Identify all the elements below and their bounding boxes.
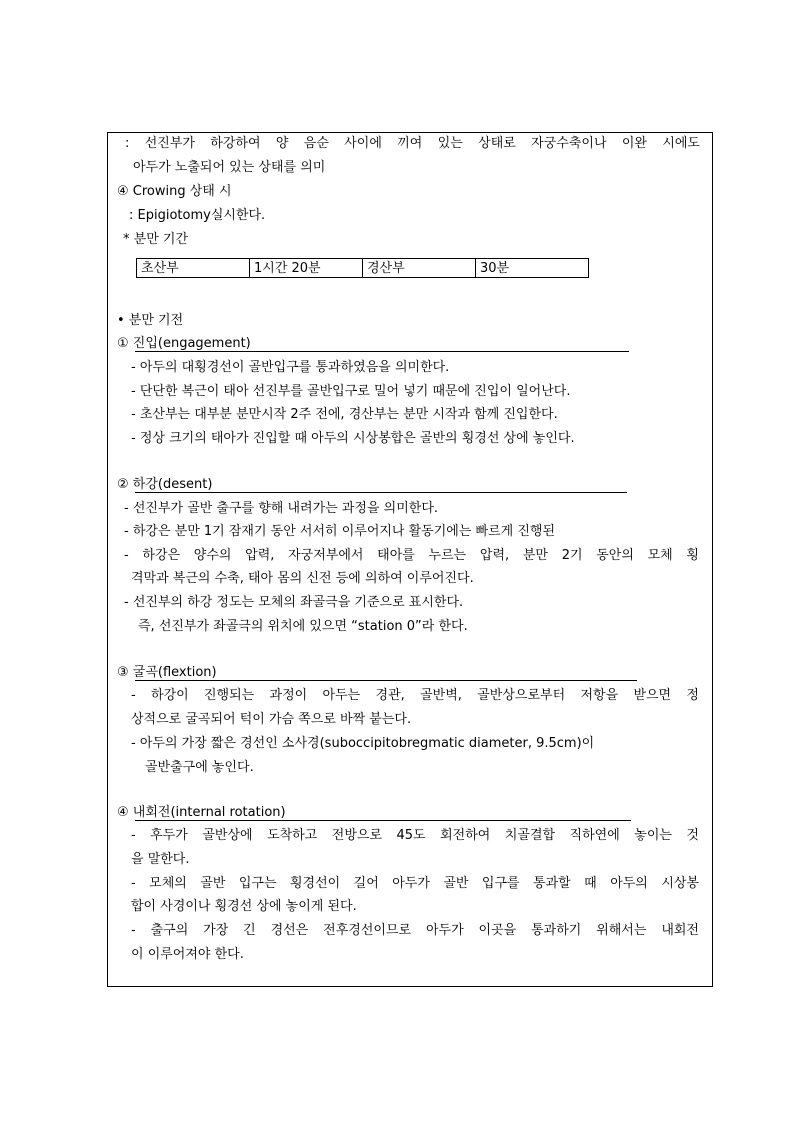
internal-rotation-line-4: 합이 사경이나 횡경선 상에 놓이게 된다. xyxy=(131,899,357,914)
internal-rotation-line-1: - 후두가 골반상에 도착하고 전방으로 45도 회전하여 치골결합 직하연에 놓이는 것 xyxy=(131,828,699,843)
internal-rotation-line-3: - 모체의 골반 입구는 횡경선이 길어 아두가 골반 입구를 통과할 때 아두의 시상봉 xyxy=(131,876,699,891)
engagement-heading: ① 진입(engagement) xyxy=(117,336,251,351)
mechanism-title: • 분만 기전 xyxy=(117,313,184,328)
multipara-label: 경산부 xyxy=(363,259,476,278)
intro-line-2: 아두가 노출되어 있는 상태를 의미 xyxy=(133,160,326,175)
descent-line-6: 즉, 선진부가 좌골극의 위치에 있으면 “station 0”라 한다. xyxy=(138,619,468,634)
primipara-value: 1시간 20분 xyxy=(250,259,363,278)
internal-rotation-line-2: 을 말한다. xyxy=(131,852,190,867)
engagement-item-2: - 단단한 복근이 태아 선진부를 골반입구로 밀어 넣기 때문에 진입이 일어난다. xyxy=(131,384,571,399)
internal-rotation-heading: ④ 내회전(internal rotation) xyxy=(117,805,286,820)
duration-table xyxy=(136,258,589,278)
engagement-underline xyxy=(135,351,629,352)
duration-heading: * 분만 기간 xyxy=(123,232,188,247)
descent-line-5: - 선진부의 하강 정도는 모체의 좌골극을 기준으로 표시한다. xyxy=(124,595,464,610)
engagement-item-3: - 초산부는 대부분 분만시작 2주 전에, 경산부는 분만 시작과 함께 진입한다. xyxy=(131,407,558,422)
table-row xyxy=(137,259,589,278)
engagement-item-1: - 아두의 대횡경선이 골반입구를 통과하였음을 의미한다. xyxy=(131,360,450,375)
descent-line-2: - 하강은 분만 1기 잠재기 동안 서서히 이루어지나 활동기에는 빠르게 진행된 xyxy=(124,524,556,539)
crowing-heading: ④ Crowing 상태 시 xyxy=(117,184,232,199)
flexion-underline xyxy=(135,680,637,681)
multipara-value: 30분 xyxy=(476,259,589,278)
descent-heading: ② 하강(desent) xyxy=(117,477,213,492)
descent-underline xyxy=(135,492,627,493)
internal-rotation-underline xyxy=(135,820,631,821)
internal-rotation-line-5: - 출구의 가장 긴 경선은 전후경선이므로 아두가 이곳을 통과하기 위해서는 내회전 xyxy=(131,923,699,938)
flexion-line-1: - 하강이 진행되는 과정이 아두는 경관, 골반벽, 골반상으로부터 저항을 받으면 정 xyxy=(131,688,699,703)
crowing-text: : Epigiotomy실시한다. xyxy=(129,208,266,223)
intro-line-1: : 선진부가 하강하여 양 음순 사이에 끼여 있는 상태로 자궁수축이나 이완 시에도 xyxy=(125,136,700,151)
flexion-heading: ③ 굴곡(flextion) xyxy=(117,665,217,680)
descent-line-4: 격막과 복근의 수축, 태아 몸의 신전 등에 의하여 이루어진다. xyxy=(131,571,474,586)
flexion-line-3: - 아두의 가장 짧은 경선인 소사경(suboccipitobregmatic diameter, 9.5cm)이 xyxy=(131,736,595,751)
flexion-line-4: 골반출구에 놓인다. xyxy=(145,760,254,775)
internal-rotation-line-6: 이 이루어져야 한다. xyxy=(131,947,244,962)
primipara-label: 초산부 xyxy=(137,259,250,278)
descent-line-3: - 하강은 양수의 압력, 자궁저부에서 태아를 누르는 압력, 분만 2기 동안의 모체 횡 xyxy=(124,548,699,563)
descent-line-1: - 선진부가 골반 출구를 향해 내려가는 과정을 의미한다. xyxy=(124,501,439,516)
flexion-line-2: 상적으로 굴곡되어 턱이 가슴 쪽으로 바짝 붙는다. xyxy=(131,712,412,727)
engagement-item-4: - 정상 크기의 태아가 진입할 때 아두의 시상봉합은 골반의 횡경선 상에 놓인다. xyxy=(131,431,575,446)
